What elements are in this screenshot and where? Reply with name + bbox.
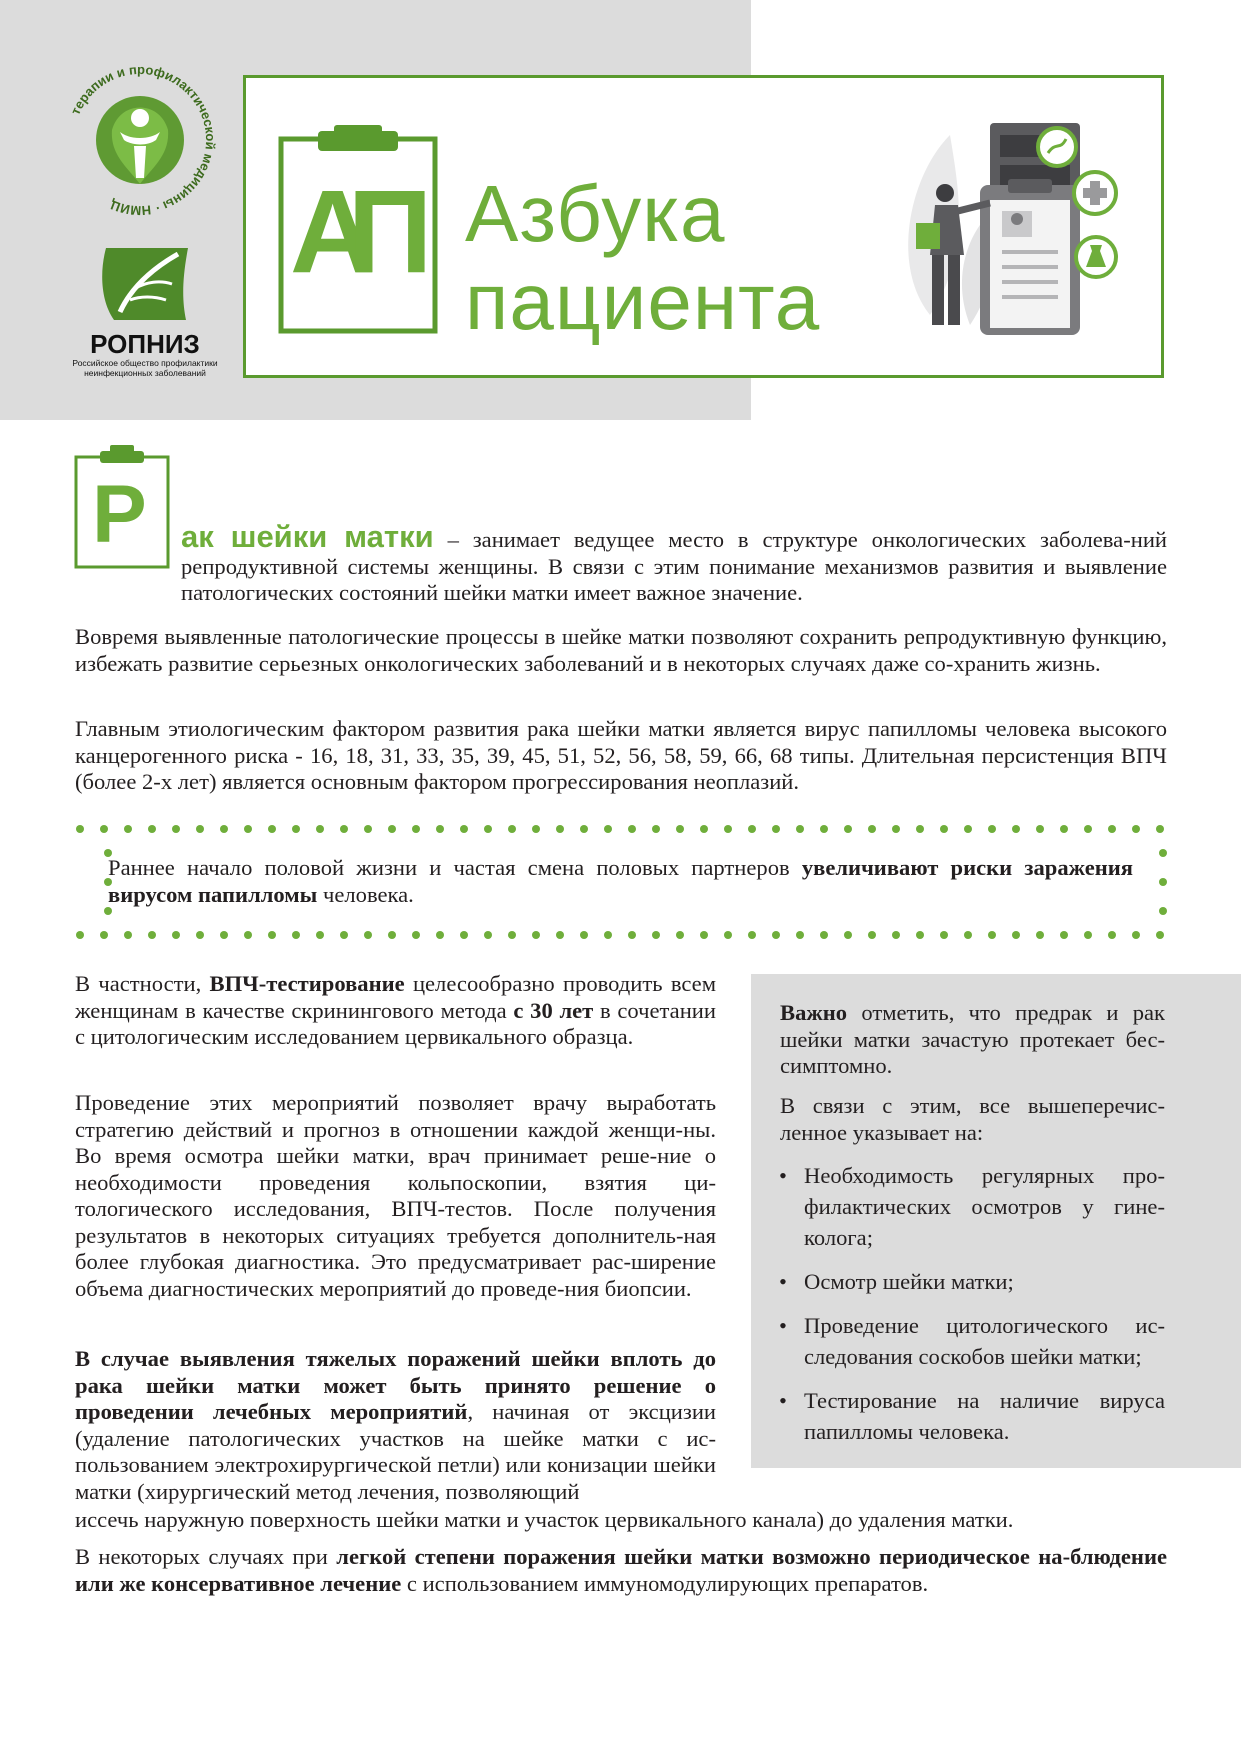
intro-paragraph (181, 519, 1168, 607)
paragraph-2: Вовремя выявленные патологические процессы в шейке матки позволяют сохранить репродуктивную функцию, избежать развитие серьезных онкологических заболеваний и в некоторых случаях даже со-хранить жизнь. (75, 624, 1167, 676)
border-dot (604, 931, 612, 939)
border-dot (1159, 849, 1167, 857)
border-dot (436, 931, 444, 939)
paragraph-6: В случае выявления тяжелых поражений шейки вплоть до рака шейки матки может быть принято решение о проведении лечебных мероприятий, начиная от эксцизии (удаление патологических участков на шейке матки с ис-пользованием электрохирургической петли) или конизации шейки матки (хирургический метод лечения, позволяющий (75, 1346, 717, 1504)
intro-text: – занимает ведущее место в структуре онкологических заболева-ний репродуктивной системы женщины. В связи с этим понимание механизмов развития и выявление патологических состояний шейки матки имеет важное значение. (181, 527, 1168, 605)
border-dot (1036, 931, 1044, 939)
border-dot (148, 825, 156, 833)
ropniz-name: РОПНИЗ (90, 329, 200, 359)
border-dot (532, 825, 540, 833)
border-dot (340, 931, 348, 939)
border-dot (220, 825, 228, 833)
ropniz-subtitle-1: Российское общество профилактики (72, 358, 218, 368)
border-dot (172, 931, 180, 939)
border-dot (220, 931, 228, 939)
border-dot (796, 825, 804, 833)
border-dot (1060, 825, 1068, 833)
paragraph-5: Проведение этих мероприятий позволяет врачу выработать стратегию действий и прогноз в отношении каждой женщи-ны. Во время осмотра шейки матки, врач принимает реше-ние о необходимости проведения кольпоскопии, взятия ци-тологического исследования, ВПЧ-тестов. После получения результатов в некоторых ситуациях требуется дополнитель-ная более глубокая диагностика. Это предусматривает рас-ширение объема диагностических мероприятий до проведе-ния биопсии. (75, 1090, 716, 1301)
border-dot (316, 931, 324, 939)
border-dot (844, 931, 852, 939)
border-dot (844, 825, 852, 833)
border-dot (940, 931, 948, 939)
list-item: • Проведение цитологического ис-следования соскобов шейки матки; (779, 1310, 1165, 1372)
paragraph-3: Главным этиологическим фактором развития рака шейки матки является вирус папилломы человека высокого канцерогенного риска - 16, 18, 31, 33, 35, 39, 45, 51, 52, 56, 58, 59, 66, 68 типы. Длительная персистенция ВПЧ (более 2-х лет) является основным фактором прогрессирования неоплазий. (75, 716, 1167, 794)
border-dot (724, 825, 732, 833)
brand-title (465, 170, 820, 346)
brand-title-line-1: Азбука (465, 169, 726, 258)
border-dot (412, 931, 420, 939)
border-dot (460, 931, 468, 939)
border-dot (196, 931, 204, 939)
border-dot (484, 931, 492, 939)
border-dot (1012, 931, 1020, 939)
border-dot (268, 931, 276, 939)
border-dot (1159, 907, 1167, 915)
border-dot (436, 825, 444, 833)
sidebar-list (779, 1160, 1165, 1460)
border-dot (104, 907, 112, 915)
border-dot (820, 825, 828, 833)
border-dot (292, 825, 300, 833)
intro-title: ак шейки матки (181, 519, 434, 554)
border-dot (892, 825, 900, 833)
sidebar-lead: В связи с этим, все вышеперечис-ленное указывает на: (780, 1093, 1165, 1145)
border-dot (1012, 825, 1020, 833)
border-dot (484, 825, 492, 833)
paragraph-4: В частности, ВПЧ-тестирование целесообразно проводить всем женщинам в качестве скринингового метода с 30 лет в сочетании с цитологическим исследованием цервикального образца. (75, 971, 716, 1049)
border-dot (556, 825, 564, 833)
drop-letter: Р (92, 469, 147, 560)
border-dot (1132, 825, 1140, 833)
border-dot (340, 825, 348, 833)
border-dot (268, 825, 276, 833)
border-dot (964, 931, 972, 939)
border-dot (796, 931, 804, 939)
border-dot (820, 931, 828, 939)
list-item: • Осмотр шейки матки; (779, 1266, 1165, 1297)
border-dot (556, 931, 564, 939)
paragraph-6-tail: иссечь наружную поверхность шейки матки и участок цервикального канала) до удаления матки. (75, 1507, 1014, 1532)
border-dot (532, 931, 540, 939)
border-dot (76, 931, 84, 939)
border-dot (244, 825, 252, 833)
border-dot (580, 825, 588, 833)
border-dot (508, 931, 516, 939)
border-dot (508, 825, 516, 833)
border-dot (724, 931, 732, 939)
nmits-logo (60, 60, 220, 220)
border-dot (628, 931, 636, 939)
border-dot (1036, 825, 1044, 833)
border-dot (676, 825, 684, 833)
border-dot (1084, 931, 1092, 939)
callout-text: Раннее начало половой жизни и частая смена половых партнеров увеличивают риски заражения вирусом папилломы человека. (108, 855, 1133, 907)
ropniz-leaf-icon (70, 240, 220, 325)
border-dot (916, 825, 924, 833)
border-dot (988, 931, 996, 939)
border-dot (364, 931, 372, 939)
border-dot (124, 825, 132, 833)
border-dot (76, 825, 84, 833)
lead-letter-clipboard (74, 445, 170, 569)
border-dot (892, 931, 900, 939)
border-dot (292, 931, 300, 939)
border-dot (676, 931, 684, 939)
border-dot (460, 825, 468, 833)
border-dot (604, 825, 612, 833)
border-dot (1156, 825, 1164, 833)
border-dot (748, 931, 756, 939)
border-dot (580, 931, 588, 939)
border-dot (1132, 931, 1140, 939)
callout-emphasis: увеличивают риски заражения вирусом папилломы (108, 855, 1133, 907)
border-dot (916, 931, 924, 939)
border-dot (244, 931, 252, 939)
border-dot (1060, 931, 1068, 939)
border-dot (412, 825, 420, 833)
border-dot (1084, 825, 1092, 833)
border-dot (100, 825, 108, 833)
border-dot (172, 825, 180, 833)
border-dot (772, 931, 780, 939)
ropniz-logo (70, 240, 220, 380)
sidebar-important: Важно отметить, что предрак и рак шейки матки зачастую протекает бес-симптомно. (780, 1000, 1165, 1078)
border-dot (1156, 931, 1164, 939)
border-dot (1159, 878, 1167, 886)
border-dot (700, 825, 708, 833)
border-dot (100, 931, 108, 939)
monogram-text: АП (290, 166, 407, 298)
brand-title-line-2: пациента (465, 257, 821, 346)
paragraph-7: В некоторых случаях при легкой степени поражения шейки матки возможно периодическое на-блюдение или же консервативное лечение с использованием иммуномодулирующих препаратов. (75, 1544, 1168, 1596)
border-dot (124, 931, 132, 939)
border-dot (868, 931, 876, 939)
ropniz-subtitle-2: неинфекционных заболеваний (84, 368, 206, 378)
border-dot (700, 931, 708, 939)
border-dot (628, 825, 636, 833)
border-dot (1108, 931, 1116, 939)
border-dot (772, 825, 780, 833)
svg-text:терапии и профилактической мед: терапии и профилактической медицины · НМИЦ (67, 61, 219, 219)
border-dot (196, 825, 204, 833)
border-dot (652, 931, 660, 939)
border-dot (148, 931, 156, 939)
border-dot (652, 825, 660, 833)
list-item: • Необходимость регулярных про-филактических осмотров у гине-колога; (779, 1160, 1165, 1253)
border-dot (868, 825, 876, 833)
border-dot (1108, 825, 1116, 833)
border-dot (364, 825, 372, 833)
list-item: • Тестирование на наличие вируса папилломы человека. (779, 1385, 1165, 1447)
border-dot (388, 931, 396, 939)
border-dot (940, 825, 948, 833)
border-dot (316, 825, 324, 833)
border-dot (388, 825, 396, 833)
border-dot (988, 825, 996, 833)
clipboard-monogram (278, 125, 438, 335)
border-dot (748, 825, 756, 833)
medical-illustration (890, 115, 1140, 350)
border-dot (964, 825, 972, 833)
